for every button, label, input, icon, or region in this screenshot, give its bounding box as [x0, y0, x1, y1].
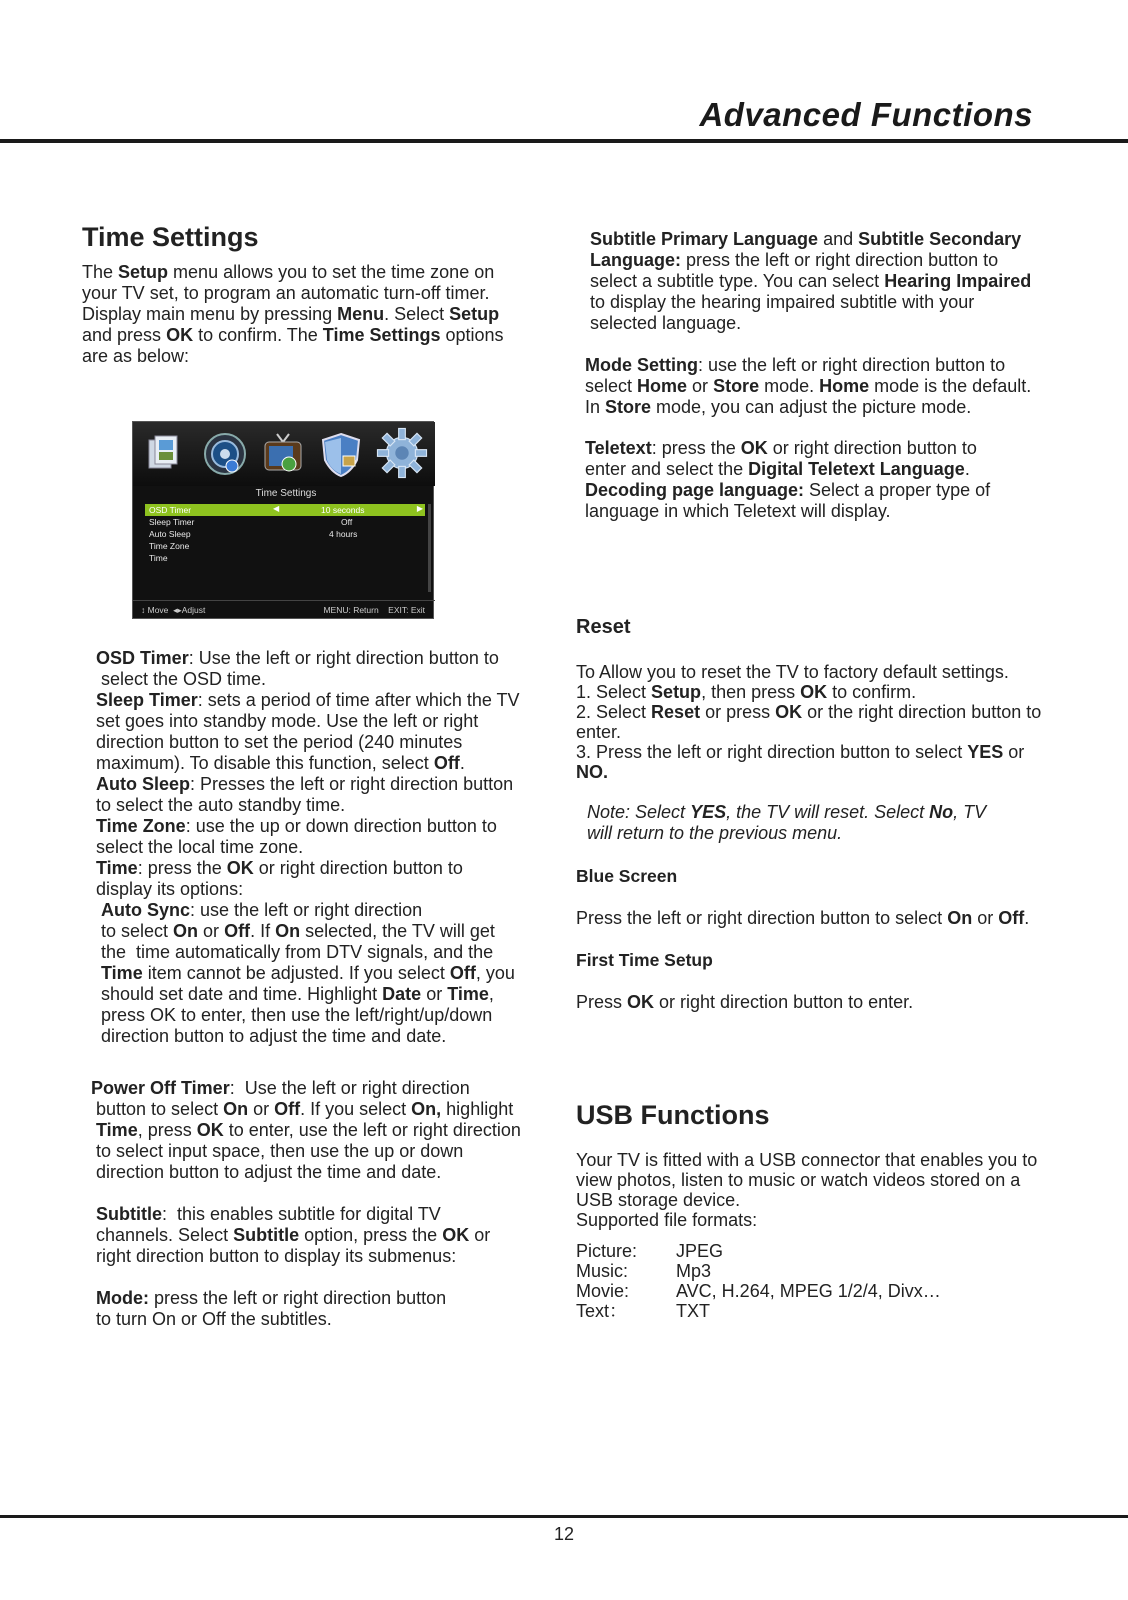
mode-setting-text [585, 355, 1065, 418]
text-line: direction button to adjust the time and date. [96, 1026, 447, 1046]
footer-move-label: Move [147, 605, 169, 615]
format-value: Mp3 [676, 1261, 712, 1281]
text-line: Time Zone: use the up or down direction button to [96, 816, 497, 836]
text-line: Power Off Timer: Use the left or right direction [91, 1078, 470, 1098]
text-line: select the local time zone. [96, 837, 304, 857]
footer-exit-label: EXIT: Exit [388, 605, 425, 615]
format-value: TXT [676, 1301, 710, 1321]
format-label: Movie: [576, 1281, 630, 1301]
tv-menu-row-value: Off [341, 517, 353, 527]
subtitle-mode-text [96, 1288, 556, 1330]
reset-text [576, 662, 1076, 782]
tv-menu-screenshot [132, 421, 434, 619]
blue-screen-heading: Blue Screen [576, 866, 678, 886]
text-line: maximum). To disable this function, select Off. [96, 753, 465, 773]
tv-menu-icon-bar [133, 422, 435, 486]
text-line: Your TV is fitted with a USB connector that enables you to [576, 1150, 1038, 1170]
footer-rule [0, 1515, 1128, 1518]
text-line: Press OK or right direction button to enter. [576, 992, 914, 1012]
tv-menu-row-value: 10 seconds [321, 505, 365, 515]
text-line: NO. [576, 762, 609, 782]
text-line: Note: Select YES, the TV will reset. Select No, TV [587, 802, 987, 822]
arrow-left-icon: ◀ [273, 504, 280, 513]
up-down-arrow-icon: ↕ [141, 605, 146, 615]
text-line: OSD Timer: Use the left or right direction button to [96, 648, 499, 668]
footer-adjust-label: Adjust [181, 605, 206, 615]
page-number: 12 [553, 1524, 575, 1544]
text-line: view photos, listen to music or watch videos stored on a [576, 1170, 1021, 1190]
tv-menu-row-label: Time [149, 553, 168, 563]
text-line: Mode: press the left or right direction button [96, 1288, 447, 1308]
usb-functions-heading: USB Functions [576, 1100, 770, 1130]
tv-menu-panel [141, 488, 431, 588]
tv-menu-row-time-zone[interactable] [145, 540, 425, 552]
first-time-setup-heading: First Time Setup [576, 950, 713, 970]
tv-menu-footer-nav [141, 605, 205, 616]
text-line: Auto Sync: use the left or right direction [101, 900, 423, 920]
text-line: to select On or Off. If On selected, the TV will get [96, 921, 495, 941]
subtitle-text [96, 1204, 556, 1267]
text-line: Time item cannot be adjusted. If you select Off, you [101, 963, 515, 983]
first-time-setup-text [576, 992, 1076, 1013]
text-line: Time: press the OK or right direction button to [96, 858, 463, 878]
text-line: Display main menu by pressing Menu. Select Setup [82, 304, 500, 324]
text-line: Mode Setting: use the left or right direction button to [585, 355, 1006, 375]
tv-menu-scrollbar[interactable] [428, 504, 431, 592]
format-row [576, 1301, 1076, 1321]
text-line: Teletext: press the OK or right direction button to [585, 438, 977, 458]
arrow-right-icon: ▶ [416, 504, 423, 513]
tv-menu-row-label: Sleep Timer [149, 517, 195, 527]
picture-icon [141, 428, 193, 480]
text-line: Supported file formats: [576, 1210, 758, 1230]
reset-note [587, 802, 1067, 844]
text-line: select the OSD time. [96, 669, 267, 689]
subtitle-language-text [590, 229, 1070, 334]
text-line: and press OK to confirm. The Time Settings options [82, 325, 504, 345]
power-off-timer-text [91, 1078, 551, 1183]
tv-menu-row-osd-timer[interactable] [145, 504, 425, 516]
text-line: enter and select the Digital Teletext Language. [585, 459, 970, 479]
blue-screen-text [576, 908, 1076, 929]
text-line: Auto Sleep: Presses the left or right direction button [96, 774, 514, 794]
text-line: direction button to set the period (240 minutes [96, 732, 463, 752]
text-line: The Setup menu allows you to set the time zone on [82, 262, 495, 282]
text-line: will return to the previous menu. [587, 823, 843, 843]
format-row [576, 1281, 1076, 1301]
tv-menu-footer-keys [323, 605, 425, 615]
tv-menu-footer [133, 600, 435, 618]
channel-icon [257, 428, 309, 480]
header-rule [0, 139, 1128, 143]
text-line: to select input space, then use the up or down [91, 1141, 464, 1161]
format-label: Picture: [576, 1241, 638, 1261]
text-line: Time, press OK to enter, use the left or right direction [96, 1120, 521, 1140]
tv-menu-row-time[interactable] [145, 552, 425, 564]
footer-return-label: MENU: Return [323, 605, 379, 615]
text-line: button to select On or Off. If you select On, highlight [91, 1099, 514, 1119]
text-line: 1. Select Setup, then press OK to confirm. [576, 682, 917, 702]
text-line: select Home or Store mode. Home mode is the default. [585, 376, 1032, 396]
text-line: Language: press the left or right direction button to [590, 250, 999, 270]
text-line: enter. [576, 722, 622, 742]
text-line: In Store mode, you can adjust the picture mode. [585, 397, 972, 417]
tv-menu-row-auto-sleep[interactable] [145, 528, 425, 540]
setup-gear-icon [373, 424, 431, 482]
text-line: the time automatically from DTV signals, and the [96, 942, 494, 962]
lock-icon [315, 428, 367, 480]
usb-functions-text [576, 1150, 1076, 1230]
tv-menu-row-value: 4 hours [329, 529, 358, 539]
text-line: display its options: [96, 879, 244, 899]
text-line: to select the auto standby time. [96, 795, 346, 815]
text-line: 2. Select Reset or press OK or the right direction button to [576, 702, 1042, 722]
text-line: to display the hearing impaired subtitle with your [590, 292, 975, 312]
format-label: Music: [576, 1261, 629, 1281]
text-line: right direction button to display its submenus: [96, 1246, 457, 1266]
time-settings-intro [82, 262, 504, 367]
text-line: should set date and time. Highlight Date or Time, [96, 984, 494, 1004]
text-line: select a subtitle type. You can select Hearing Impaired [590, 271, 1032, 291]
text-line: Subtitle: this enables subtitle for digital TV [96, 1204, 441, 1224]
text-line: USB storage device. [576, 1190, 741, 1210]
tv-menu-row-sleep-timer[interactable] [145, 516, 425, 528]
time-settings-options [96, 648, 556, 1047]
text-line: channels. Select Subtitle option, press the OK or [96, 1225, 491, 1245]
page-header-title: Advanced Functions [699, 96, 1033, 133]
format-value: JPEG [676, 1241, 724, 1261]
text-line: Subtitle Primary Language and Subtitle Secondary [590, 229, 1022, 249]
supported-formats-list [576, 1241, 1076, 1321]
sound-icon [199, 428, 251, 480]
teletext-text [585, 438, 1065, 522]
text-line: are as below: [82, 346, 190, 366]
tv-menu-row-label: OSD Timer [149, 505, 192, 515]
text-line: Sleep Timer: sets a period of time after which the TV [96, 690, 520, 710]
text-line: language in which Teletext will display. [585, 501, 891, 521]
text-line: press OK to enter, then use the left/right/up/down [96, 1005, 493, 1025]
format-value: AVC, H.264, MPEG 1/2/4, Divx… [676, 1281, 941, 1301]
text-line: Decoding page language: Select a proper type of [585, 480, 991, 500]
text-line: To Allow you to reset the TV to factory default settings. [576, 662, 1009, 682]
format-row [576, 1241, 1076, 1261]
format-row [576, 1261, 1076, 1281]
tv-menu-row-label: Time Zone [149, 541, 190, 551]
text-line: set goes into standby mode. Use the left or right [96, 711, 479, 731]
left-right-arrow-icon: ◂▸ [173, 605, 182, 615]
text-line: your TV set, to program an automatic turn-off timer. [82, 283, 490, 303]
text-line: Press the left or right direction button to select On or Off. [576, 908, 1030, 928]
text-line: direction button to adjust the time and date. [91, 1162, 442, 1182]
text-line: to turn On or Off the subtitles. [96, 1309, 332, 1329]
format-label: Text： [576, 1301, 628, 1321]
tv-menu-row-label: Auto Sleep [149, 529, 191, 539]
reset-heading: Reset [576, 616, 631, 638]
time-settings-heading: Time Settings [82, 222, 259, 252]
text-line: selected language. [590, 313, 742, 333]
text-line: 3. Press the left or right direction button to select YES or [576, 742, 1025, 762]
tv-menu-title: Time Settings [255, 488, 317, 499]
